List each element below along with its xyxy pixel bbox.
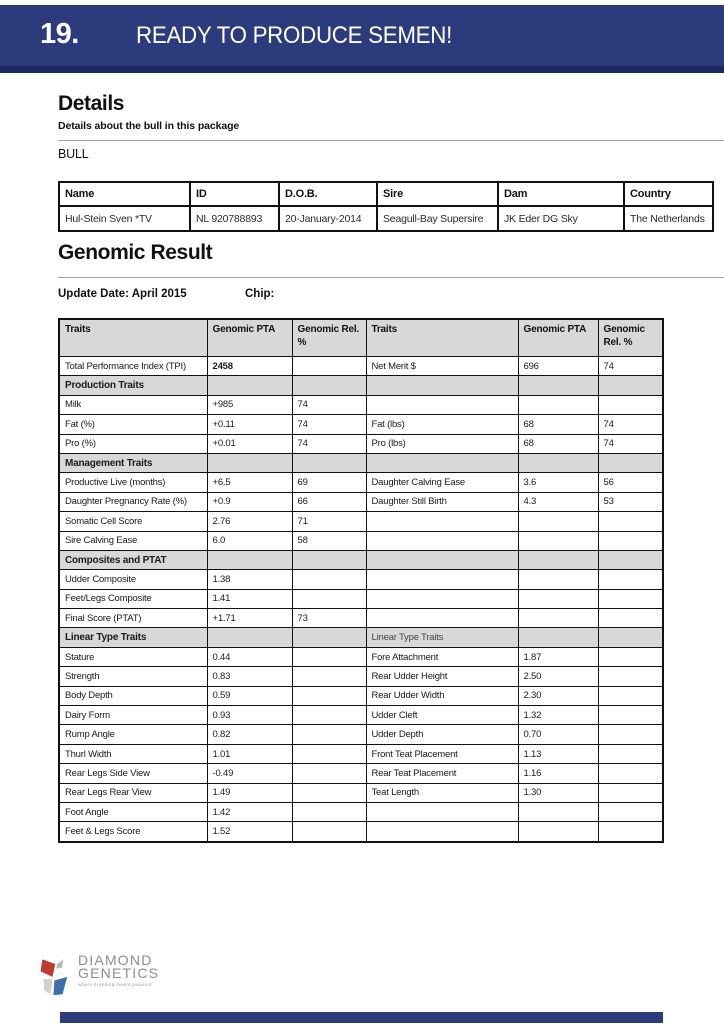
genomic-table-header-row — [59, 319, 663, 357]
genomic-rel-cell — [598, 783, 663, 802]
trait-name-cell — [366, 531, 518, 550]
chip-label: Chip: — [245, 288, 275, 300]
genomic-pta-cell: 0.83 — [207, 667, 292, 686]
genomic-traits-table — [58, 318, 664, 843]
trait-name-cell: Thurl Width — [59, 744, 207, 763]
genomic-column-header: Genomic PTA — [518, 319, 598, 357]
trait-name-cell — [366, 453, 518, 472]
genomic-rel-cell — [292, 783, 366, 802]
genomic-rel-cell — [292, 628, 366, 647]
genomic-rel-cell — [292, 764, 366, 783]
trait-name-cell: Somatic Cell Score — [59, 512, 207, 531]
genomic-rel-cell — [292, 376, 366, 395]
genomic-pta-cell — [518, 570, 598, 589]
genomic-pta-cell — [207, 550, 292, 569]
genomic-pta-cell — [207, 628, 292, 647]
trait-row — [59, 395, 663, 414]
trait-name-cell: Rear Legs Rear View — [59, 783, 207, 802]
genomic-pta-cell: 0.93 — [207, 706, 292, 725]
genomic-rel-cell — [292, 667, 366, 686]
genomic-pta-cell: 2.76 — [207, 512, 292, 531]
trait-name-cell: Udder Depth — [366, 725, 518, 744]
bull-table-data-row — [59, 206, 713, 231]
trait-name-cell: Daughter Still Birth — [366, 492, 518, 511]
section-header-row — [59, 376, 663, 395]
genomic-rel-cell — [292, 725, 366, 744]
trait-row — [59, 531, 663, 550]
genomic-rel-cell — [598, 744, 663, 763]
brand-name-line2: GENETICS — [78, 965, 160, 981]
trait-name-cell: Foot Angle — [59, 802, 207, 821]
bull-column-header: D.O.B. — [279, 182, 377, 206]
trait-name-cell: Productive Live (months) — [59, 473, 207, 492]
trait-name-cell — [366, 822, 518, 842]
page-header-bar — [0, 5, 724, 66]
genomic-rel-cell — [292, 453, 366, 472]
genomic-rel-cell: 66 — [292, 492, 366, 511]
genomic-pta-cell — [518, 376, 598, 395]
genomic-pta-cell: 1.52 — [207, 822, 292, 842]
genomic-pta-cell: 1.49 — [207, 783, 292, 802]
trait-row — [59, 686, 663, 705]
trait-name-cell — [366, 802, 518, 821]
trait-name-cell: Linear Type Traits — [59, 628, 207, 647]
bull-value-cell: NL 920788893 — [190, 206, 279, 231]
trait-name-cell: Pro (lbs) — [366, 434, 518, 453]
genomic-pta-cell — [518, 609, 598, 628]
genomic-pta-cell — [518, 628, 598, 647]
trait-row — [59, 434, 663, 453]
trait-name-cell: Fat (%) — [59, 415, 207, 434]
genomic-pta-cell: 3.6 — [518, 473, 598, 492]
trait-name-cell — [366, 395, 518, 414]
trait-row — [59, 473, 663, 492]
genomic-rel-cell — [292, 686, 366, 705]
trait-row — [59, 744, 663, 763]
genomic-pta-cell — [207, 453, 292, 472]
trait-name-cell: Teat Length — [366, 783, 518, 802]
footer-logo-text — [78, 954, 159, 987]
trait-name-cell — [366, 550, 518, 569]
trait-name-cell: Daughter Calving Ease — [366, 473, 518, 492]
trait-row — [59, 667, 663, 686]
bull-section-label: BULL — [58, 147, 89, 161]
trait-name-cell — [366, 589, 518, 608]
genomic-pta-cell: 68 — [518, 415, 598, 434]
genomic-rel-cell: 53 — [598, 492, 663, 511]
genomic-column-header: Traits — [366, 319, 518, 357]
genomic-pta-cell: 1.87 — [518, 647, 598, 666]
bull-column-header: ID — [190, 182, 279, 206]
page-number: 19. — [40, 18, 79, 50]
trait-name-cell: Body Depth — [59, 686, 207, 705]
diamond-genetics-logo-mark — [40, 953, 76, 997]
genomic-rel-cell — [292, 647, 366, 666]
trait-name-cell: Milk — [59, 395, 207, 414]
trait-name-cell: Fore Attachment — [366, 647, 518, 666]
genomic-rel-cell — [598, 686, 663, 705]
bull-column-header: Name — [59, 182, 190, 206]
genomic-pta-cell: 1.30 — [518, 783, 598, 802]
genomic-rel-cell: 56 — [598, 473, 663, 492]
trait-name-cell: Feet/Legs Composite — [59, 589, 207, 608]
genomic-rel-cell — [598, 667, 663, 686]
genomic-rel-cell — [292, 570, 366, 589]
genomic-pta-cell: 68 — [518, 434, 598, 453]
bull-value-cell: Hul-Stein Sven *TV — [59, 206, 190, 231]
trait-name-cell: Composites and PTAT — [59, 550, 207, 569]
trait-name-cell: Feet & Legs Score — [59, 822, 207, 842]
genomic-pta-cell: 2.30 — [518, 686, 598, 705]
trait-name-cell: Total Performance Index (TPI) — [59, 357, 207, 376]
genomic-rel-cell — [598, 725, 663, 744]
genomic-pta-cell: 0.59 — [207, 686, 292, 705]
header-accent-stripe — [0, 66, 724, 73]
details-heading: Details — [58, 92, 125, 115]
genomic-pta-cell: 1.42 — [207, 802, 292, 821]
genomic-rel-cell — [598, 395, 663, 414]
trait-row — [59, 647, 663, 666]
genomic-pta-cell: 2.50 — [518, 667, 598, 686]
trait-row — [59, 764, 663, 783]
genomic-rel-cell: 74 — [598, 415, 663, 434]
genomic-rel-cell — [598, 570, 663, 589]
trait-name-cell: Management Traits — [59, 453, 207, 472]
update-date-line — [58, 288, 558, 300]
trait-name-cell: Udder Composite — [59, 570, 207, 589]
genomic-pta-cell: 696 — [518, 357, 598, 376]
trait-name-cell: Sire Calving Ease — [59, 531, 207, 550]
genomic-pta-cell: 0.82 — [207, 725, 292, 744]
genomic-pta-cell: 0.70 — [518, 725, 598, 744]
trait-row — [59, 512, 663, 531]
genomic-pta-cell: 2458 — [207, 357, 292, 376]
genomic-rel-cell — [598, 628, 663, 647]
genomic-rel-cell: 74 — [292, 395, 366, 414]
trait-row — [59, 725, 663, 744]
genomic-rel-cell — [292, 744, 366, 763]
genomic-pta-cell — [518, 802, 598, 821]
page-footer-bar — [60, 1012, 663, 1023]
genomic-rel-cell — [598, 609, 663, 628]
genomic-rel-cell — [598, 822, 663, 842]
genomic-rel-cell — [292, 550, 366, 569]
genomic-rel-cell — [598, 706, 663, 725]
genomic-rel-cell: 58 — [292, 531, 366, 550]
genomic-column-header: Traits — [59, 319, 207, 357]
trait-name-cell: Fat (lbs) — [366, 415, 518, 434]
genomic-rel-cell — [292, 589, 366, 608]
genomic-column-header: Genomic Rel. % — [292, 319, 366, 357]
trait-row — [59, 822, 663, 842]
section-divider — [58, 277, 724, 278]
trait-name-cell: Rear Udder Width — [366, 686, 518, 705]
trait-name-cell: Rear Teat Placement — [366, 764, 518, 783]
genomic-column-header: Genomic Rel. % — [598, 319, 663, 357]
genomic-rel-cell — [598, 647, 663, 666]
trait-name-cell: Strength — [59, 667, 207, 686]
trait-row — [59, 589, 663, 608]
trait-row — [59, 706, 663, 725]
trait-name-cell: Udder Cleft — [366, 706, 518, 725]
genomic-rel-cell — [598, 802, 663, 821]
genomic-column-header: Genomic PTA — [207, 319, 292, 357]
genomic-pta-cell — [518, 453, 598, 472]
details-subtitle: Details about the bull in this package — [58, 120, 240, 132]
genomic-pta-cell — [518, 395, 598, 414]
genomic-rel-cell — [292, 822, 366, 842]
genomic-pta-cell — [518, 550, 598, 569]
bull-column-header: Dam — [498, 182, 624, 206]
trait-row — [59, 492, 663, 511]
genomic-rel-cell: 71 — [292, 512, 366, 531]
update-date-value: April 2015 — [131, 288, 187, 300]
trait-name-cell: Front Teat Placement — [366, 744, 518, 763]
genomic-pta-cell — [518, 822, 598, 842]
genomic-pta-cell: 1.41 — [207, 589, 292, 608]
trait-row — [59, 609, 663, 628]
genomic-pta-cell: 1.38 — [207, 570, 292, 589]
trait-row — [59, 357, 663, 376]
genomic-pta-cell — [518, 589, 598, 608]
trait-name-cell: Production Traits — [59, 376, 207, 395]
genomic-pta-cell: 1.01 — [207, 744, 292, 763]
page-title: READY TO PRODUCE SEMEN! — [136, 22, 453, 49]
genomic-pta-cell — [518, 531, 598, 550]
brand-tagline: where breeding meets passion! — [78, 982, 153, 987]
bull-value-cell: The Netherlands — [624, 206, 713, 231]
genomic-pta-cell — [518, 512, 598, 531]
trait-row — [59, 783, 663, 802]
genomic-rel-cell — [598, 512, 663, 531]
trait-name-cell: Pro (%) — [59, 434, 207, 453]
bull-value-cell: 20-January-2014 — [279, 206, 377, 231]
footer-logo — [40, 951, 220, 1001]
genomic-pta-cell: 1.16 — [518, 764, 598, 783]
trait-name-cell: Daughter Pregnancy Rate (%) — [59, 492, 207, 511]
genomic-rel-cell: 74 — [292, 434, 366, 453]
trait-name-cell: Rear Udder Height — [366, 667, 518, 686]
trait-row — [59, 570, 663, 589]
trait-name-cell — [366, 609, 518, 628]
genomic-rel-cell: 74 — [598, 434, 663, 453]
trait-name-cell: Net Merit $ — [366, 357, 518, 376]
genomic-rel-cell — [598, 550, 663, 569]
trait-name-cell — [366, 570, 518, 589]
genomic-rel-cell — [292, 802, 366, 821]
genomic-rel-cell: 69 — [292, 473, 366, 492]
genomic-rel-cell — [598, 589, 663, 608]
trait-name-cell: Stature — [59, 647, 207, 666]
genomic-rel-cell: 74 — [598, 357, 663, 376]
section-header-row — [59, 628, 663, 647]
bull-column-header: Country — [624, 182, 713, 206]
genomic-pta-cell: +1.71 — [207, 609, 292, 628]
genomic-rel-cell: 74 — [292, 415, 366, 434]
genomic-rel-cell — [598, 376, 663, 395]
section-header-row — [59, 453, 663, 472]
genomic-pta-cell: 1.13 — [518, 744, 598, 763]
genomic-pta-cell: +985 — [207, 395, 292, 414]
genomic-pta-cell: +0.01 — [207, 434, 292, 453]
bull-value-cell: JK Eder DG Sky — [498, 206, 624, 231]
trait-name-cell: Dairy Form — [59, 706, 207, 725]
genomic-rel-cell: 73 — [292, 609, 366, 628]
genomic-rel-cell — [292, 357, 366, 376]
trait-name-cell: Rump Angle — [59, 725, 207, 744]
genomic-rel-cell — [292, 706, 366, 725]
bull-column-header: Sire — [377, 182, 498, 206]
genomic-pta-cell: 1.32 — [518, 706, 598, 725]
genomic-pta-cell: 4.3 — [518, 492, 598, 511]
section-header-row — [59, 550, 663, 569]
trait-name-cell: Final Score (PTAT) — [59, 609, 207, 628]
genomic-rel-cell — [598, 453, 663, 472]
bull-value-cell: Seagull-Bay Supersire — [377, 206, 498, 231]
genomic-rel-cell — [598, 531, 663, 550]
bull-table-header-row — [59, 182, 713, 206]
update-date-label: Update Date: — [58, 288, 129, 300]
section-divider — [58, 140, 724, 141]
genomic-heading: Genomic Result — [58, 241, 213, 264]
genomic-pta-cell: -0.49 — [207, 764, 292, 783]
trait-row — [59, 802, 663, 821]
trait-name-cell: Rear Legs Side View — [59, 764, 207, 783]
genomic-pta-cell: +6.5 — [207, 473, 292, 492]
genomic-rel-cell — [598, 764, 663, 783]
trait-name-cell: Linear Type Traits — [366, 628, 518, 647]
genomic-pta-cell: +0.11 — [207, 415, 292, 434]
trait-name-cell — [366, 376, 518, 395]
genomic-pta-cell: 0.44 — [207, 647, 292, 666]
genomic-pta-cell: +0.9 — [207, 492, 292, 511]
trait-row — [59, 415, 663, 434]
bull-info-table — [58, 181, 714, 232]
genomic-pta-cell: 6.0 — [207, 531, 292, 550]
brand-name-line1: DIAMOND — [78, 952, 153, 968]
genomic-pta-cell — [207, 376, 292, 395]
trait-name-cell — [366, 512, 518, 531]
